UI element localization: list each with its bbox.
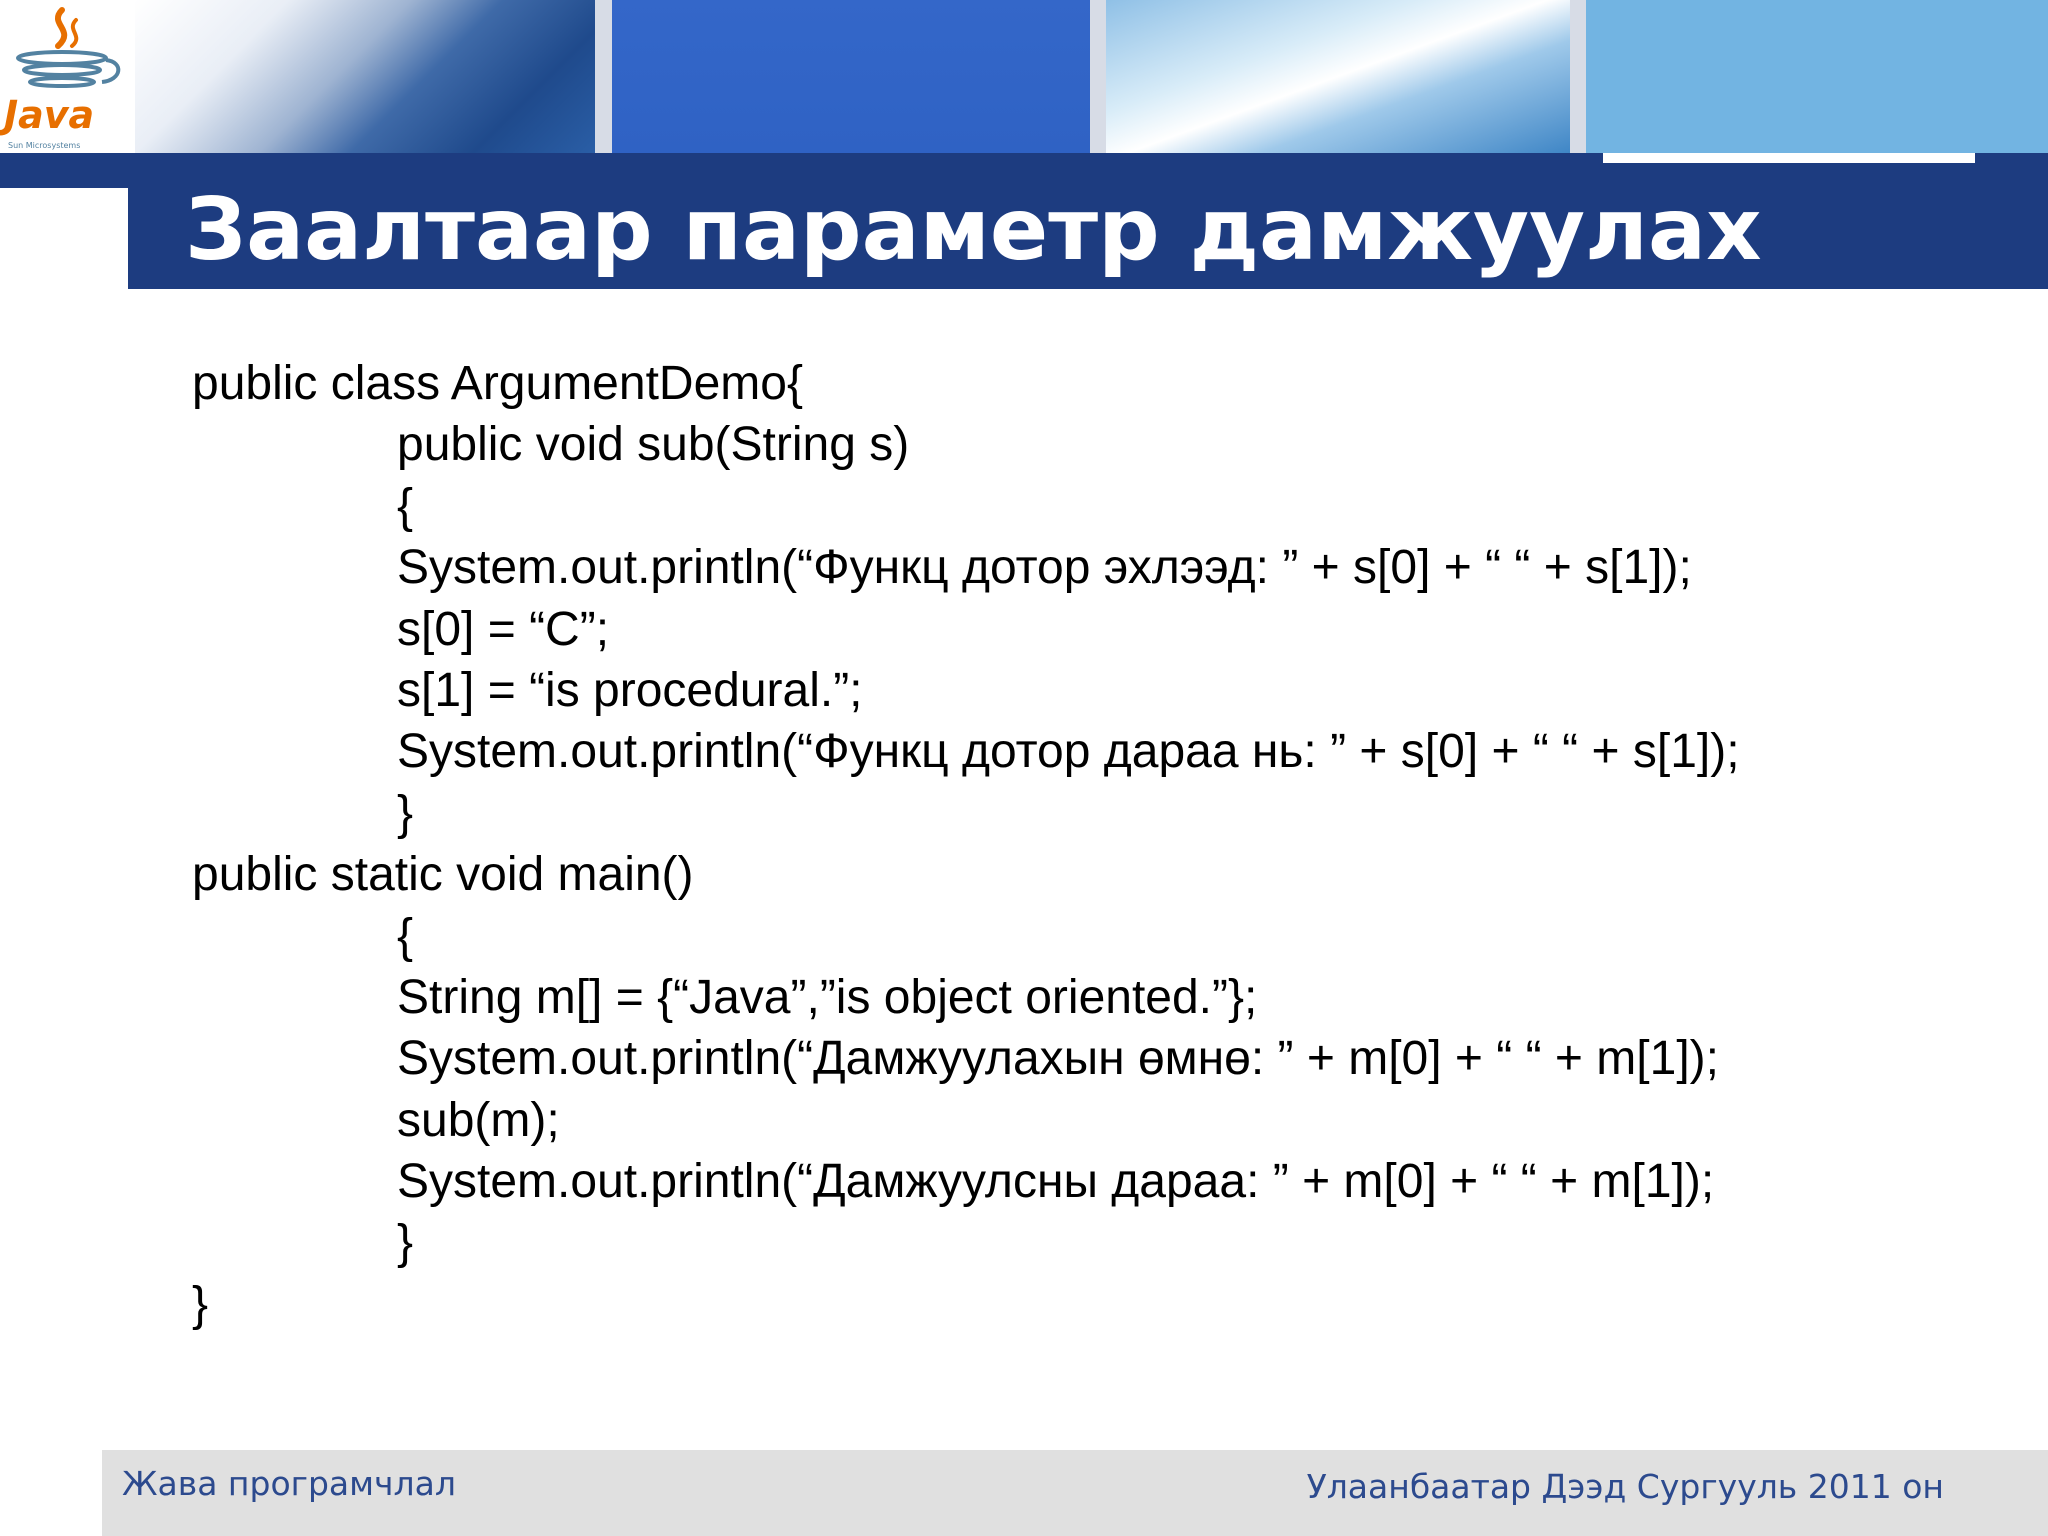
code-line: } xyxy=(397,786,414,840)
title-bar-notch xyxy=(1603,153,1975,163)
code-line: System.out.println(“Дамжуулахын өмнө: ” + m[0] + “ “ + m[1]); xyxy=(397,1032,1719,1086)
code-line: public void sub(String s) xyxy=(397,418,910,472)
code-listing xyxy=(192,353,1740,1335)
code-line: s[0] = “C”; xyxy=(397,602,610,656)
header-banner xyxy=(0,0,2048,153)
java-cup-icon xyxy=(0,0,135,153)
code-line: { xyxy=(397,479,414,533)
banner-photo-keyboard xyxy=(135,0,595,153)
slide-footer xyxy=(102,1450,2048,1536)
banner-divider xyxy=(1090,0,1106,153)
banner-photo-blue xyxy=(612,0,1090,153)
code-line: System.out.println(“Функц дотор дараа нь: ” + s[0] + “ “ + s[1]); xyxy=(397,725,1740,779)
code-line: sub(m); xyxy=(397,1093,560,1147)
code-line: } xyxy=(397,1216,414,1270)
footer-course-name: Жава програмчлал xyxy=(122,1464,456,1503)
footer-institution: Улаанбаатар Дээд Сургууль 2011 он xyxy=(1306,1467,1944,1506)
code-line: { xyxy=(397,909,414,963)
java-wordmark: Java xyxy=(4,93,95,137)
banner-divider xyxy=(1570,0,1586,153)
code-line: System.out.println(“Функц дотор эхлээд: ” + s[0] + “ “ + s[1]); xyxy=(397,541,1692,595)
banner-photo-sky xyxy=(1586,0,2048,153)
code-line: public class ArgumentDemo{ xyxy=(192,357,803,410)
code-line: s[1] = “is procedural.”; xyxy=(397,663,863,717)
java-logo-subtext: Sun Microsystems xyxy=(8,141,81,150)
java-logo xyxy=(0,0,135,153)
code-line: public static void main() xyxy=(192,848,694,902)
code-line: } xyxy=(192,1277,209,1331)
code-line: System.out.println(“Дамжуулсны дараа: ” + m[0] + “ “ + m[1]); xyxy=(397,1155,1715,1209)
banner-divider xyxy=(595,0,612,153)
slide-title: Заалтаар параметр дамжуулах xyxy=(185,180,1762,280)
code-line: String m[] = {“Java”,”is object oriented.”}; xyxy=(397,970,1258,1024)
banner-photo-buildings xyxy=(1106,0,1570,153)
title-bar-accent xyxy=(0,153,128,188)
